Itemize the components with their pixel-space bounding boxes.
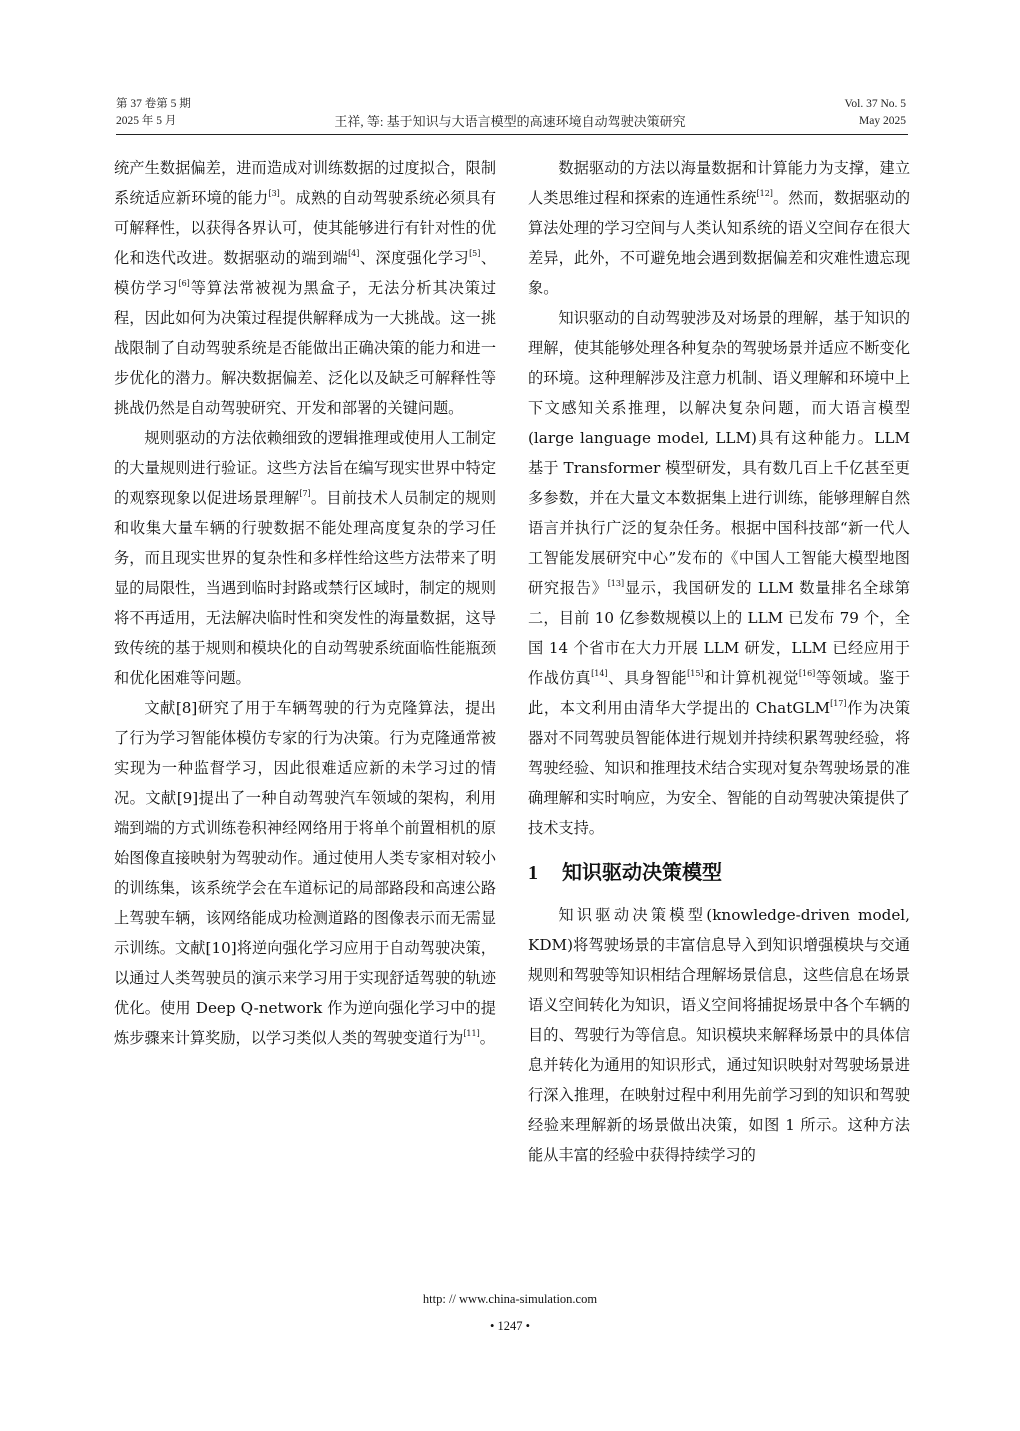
paragraph: 知识驱动的自动驾驶涉及对场景的理解，基于知识的理解，使其能够处理各种复杂的驾驶场景并适应不断变化的环境。这种理解涉及注意力机制、语义理解和环境中上下文感知关系推理，以解决复杂问题，而大语言模型(large language model, LLM)具有这种能力。LLM 基于 Transformer 模型研发，具有数几百上千亿甚至更多参数，并在大量文本数据集上进行训练，能够理解自然语言并执行广泛的复杂任务。根据中国科技部“新一代人工智能发展研究中心”发布的《中国人工智能大模型地图研究报告》[13]显示，我国研发的 LLM 数量排名全球第二，目前 10 亿参数规模以上的 LLM 已发布 79 个，全国 14 个省市在大力开展 LLM 研发，LLM 已经应用于作战仿真[14]、具身智能[15]和计算机视觉[16]等领域。鉴于此，本文利用由清华大学提出的 ChatGLM[17]作为决策器对不同驾驶员智能体进行规划并持续积累驾驶经验，将驾驶经验、知识和推理技术结合实现对复杂驾驶场景的准确理解和实时响应，为安全、智能的自动驾驶决策提供了技术支持。 bbox=[528, 309, 911, 837]
section-heading bbox=[528, 855, 910, 890]
paragraph: 数据驱动的方法以海量数据和计算能力为支撑，建立人类思维过程和探索的连通性系统[12]。然而，数据驱动的算法处理的学习空间与人类认知系统的语义空间存在很大差异，此外，不可避免地会遇到数据偏差和灾难性遗忘现象。 bbox=[528, 159, 911, 297]
citation: [3] bbox=[268, 188, 280, 198]
left-column bbox=[114, 153, 496, 1053]
citation: [7] bbox=[299, 488, 311, 498]
paragraph: 规则驱动的方法依赖细致的逻辑推理或使用人工制定的大量规则进行验证。这些方法旨在编写现实世界中特定的观察现象以促进场景理解[7]。目前技术人员制定的规则和收集大量车辆的行驶数据不能处理高度复杂的学习任务，而且现实世界的复杂性和多样性给这些方法带来了明显的局限性，当遇到临时封路或禁行区域时，制定的规则将不再适用，无法解决临时性和突发性的海量数据，这导致传统的基于规则和模块化的自动驾驶系统面临性能瓶颈和优化困难等问题。 bbox=[114, 429, 497, 687]
citation: [4] bbox=[348, 248, 360, 258]
citation: [12] bbox=[756, 188, 773, 198]
date-en: May 2025 bbox=[859, 115, 906, 127]
page-number: • 1247 • bbox=[489, 1319, 530, 1333]
citation: [5] bbox=[469, 248, 481, 258]
citation: [6] bbox=[178, 278, 190, 288]
citation: [16] bbox=[798, 668, 816, 678]
paragraph: 文献[8]研究了用于车辆驾驶的行为克隆算法，提出了行为学习智能体模仿专家的行为决策。行为克隆通常被实现为一种监督学习，因此很难适应新的未学习过的情况。文献[9]提出了一种自动驾驶汽车领域的架构，利用端到端的方式训练卷积神经网络用于将单个前置相机的原始图像直接映射为驾驶动作。通过使用人类专家相对较小的训练集，该系统学会在车道标记的局部路段和高速公路上驾驶车辆，该网络能成功检测道路的图像表示而无需显示训练。文献[10]将逆向强化学习应用于自动驾驶决策，以通过人类驾驶员的演示来学习用于实现舒适驾驶的轨迹优化。使用 Deep Q-network 作为逆向强化学习中的提炼步骤来计算奖励，以学习类似人类的驾驶变道行为[11]。 bbox=[114, 699, 496, 1047]
journal-url: http: // www.china-simulation.com bbox=[422, 1292, 598, 1306]
volume-issue-en: Vol. 37 No. 5 bbox=[844, 98, 906, 110]
right-column bbox=[528, 153, 910, 1170]
section-title: 知识驱动决策模型 bbox=[562, 860, 722, 884]
paragraph: 统产生数据偏差，进而造成对训练数据的过度拟合，限制系统适应新环境的能力[3]。成熟的自动驾驶系统必须具有可解释性，以获得各界认可，使其能够进行有针对性的优化和迭代改进。数据驱动的端到端[4]、深度强化学习[5]、模仿学习[6]等算法常被视为黑盒子，无法分析其决策过程，因此如何为决策过程提供解释成为一大挑战。这一挑战限制了自动驾驶系统是否能做出正确决策的能力和进一步优化的潜力。解决数据偏差、泛化以及缺乏可解释性等挑战仍然是自动驾驶研究、开发和部署的关键问题。 bbox=[114, 159, 497, 417]
header-rule bbox=[116, 134, 908, 135]
citation: [14] bbox=[591, 668, 608, 678]
journal-issue-info-en bbox=[845, 96, 906, 130]
citation: [11] bbox=[463, 1028, 480, 1038]
volume-issue-cn: 第 37 卷第 5 期 bbox=[116, 98, 191, 110]
paragraph: 知识驱动决策模型(knowledge-driven model, KDM)将驾驶场景的丰富信息导入到知识增强模块与交通规则和驾驶等知识相结合理解场景信息，这些信息在场景语义空间转化为知识，语义空间将捕捉场景中各个车辆的目的、驾驶行为等信息。知识模块来解释场景中的具体信息并转化为通用的知识形式，通过知识映射对驾驶场景进行深入推理，在映射过程中利用先前学习到的知识和驾驶经验来理解新的场景做出决策，如图 1 所示。这种方法能从丰富的经验中获得持续学习的 bbox=[528, 906, 910, 1164]
citation: [15] bbox=[687, 668, 704, 678]
citation: [17] bbox=[830, 698, 847, 708]
date-cn: 2025 年 5 月 bbox=[116, 115, 177, 127]
citation: [13] bbox=[607, 578, 625, 588]
running-title: 王祥, 等: 基于知识与大语言模型的高速环境自动驾驶决策研究 bbox=[334, 114, 686, 129]
section-number: 1 bbox=[528, 862, 538, 884]
